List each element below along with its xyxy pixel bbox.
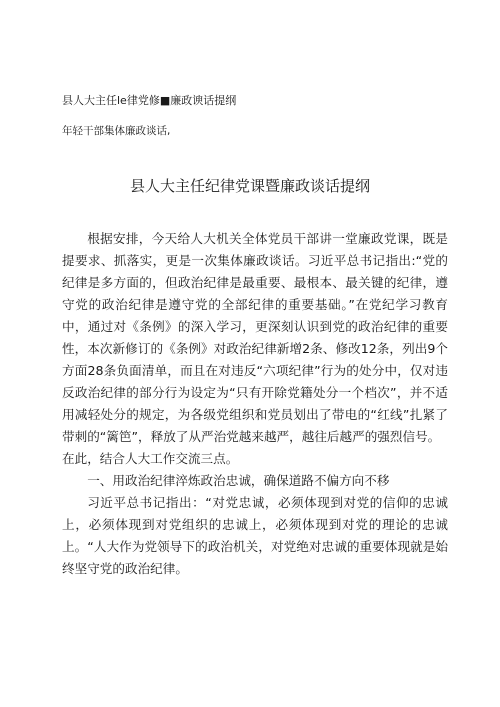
document-body — [62, 228, 448, 580]
paragraph-section-1: 习近平总书记指出：“对党忠诚，必须体现到对党的信仰的忠诚上，必须体现到对党组织的忠诚上，必须体现到对党的理论的忠诚上。“人大作为党领导下的政治机关，对党绝对忠诚的重要体现就是始终坚守党的政治纪律。 — [62, 495, 448, 576]
paragraph-intro: 根据安排，今天给人大机关全体党员干部讲一堂廉政党课，既是提要求、抓落实，更是一次集体廉政谈话。习近平总书记指出:“党的纪律是多方面的，但政治纪律是最重要、最根本、最关键的纪律，遵守党的政治纪律是遵守党的全部纪律的重要基础。”在党纪学习教育中，通过对《条例》的深入学习，更深刻认识到党的政治纪律的重要性，本次新修订的《条例》对政治纪律新增2条、修改12条，列出9个方面28条负面清单，而且在对违反“六项纪律”行为的处分中，仅对违反政治纪律的部分行为设定为“只有开除党籍处分一个档次”，并不适用减轻处分的规定，为各级党组织和党员划出了带电的“红线”扎紧了带刺的“篱笆”，释放了从严治党越来越严，越往后越严的强烈信号。 — [62, 231, 448, 444]
header-line-2: 年轻干部集体廉政谈话, — [62, 125, 171, 137]
paragraph-transition: 在此，结合人大工作交流三点。 — [62, 451, 239, 466]
header-line-1: 县人大主任le律党修■廉政谀话提纲 — [62, 94, 237, 107]
section-heading-1: 一、用政治纪律淬炼政治忠诚，确保道路不偏方向不移 — [87, 473, 390, 488]
document-title: 县人大主任纪律党课暨廉政谈话提纲 — [129, 177, 370, 195]
